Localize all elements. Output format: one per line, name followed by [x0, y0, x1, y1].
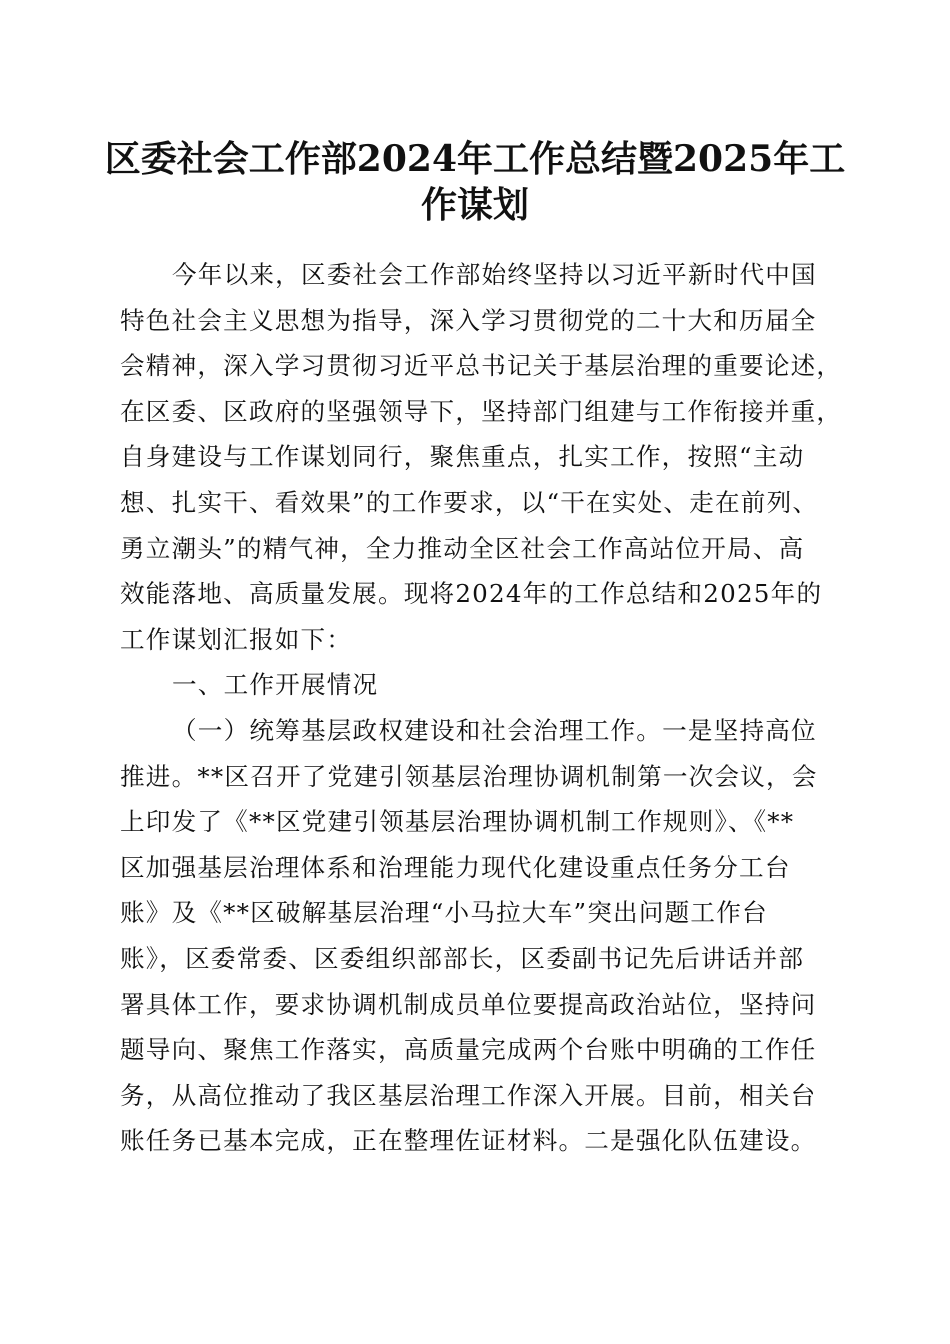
intro-line: 勇立潮头”的精气神，全力推动全区社会工作高站位开局、高	[120, 533, 805, 563]
section1-line: 账》，区委常委、区委组织部部长，区委副书记先后讲话并部	[120, 943, 805, 973]
intro-line: 在区委、区政府的坚强领导下，坚持部门组建与工作衔接并重，	[120, 396, 843, 426]
section1-line: 署具体工作，要求协调机制成员单位要提高政治站位，坚持问	[120, 989, 817, 1019]
section1-line: （一）统筹基层政权建设和社会治理工作。一是坚持高位	[172, 715, 817, 745]
section1-line: 务，从高位推动了我区基层治理工作深入开展。目前，相关台	[120, 1080, 817, 1110]
section1-line: 推进。**区召开了党建引领基层治理协调机制第一次会议，会	[120, 761, 818, 791]
section1-line: 题导向、聚焦工作落实，高质量完成两个台账中明确的工作任	[120, 1035, 817, 1065]
section1-line: 账任务已基本完成，正在整理佐证材料。二是强化队伍建设。	[120, 1126, 817, 1156]
document-body	[120, 252, 843, 1164]
intro-line: 今年以来，区委社会工作部始终坚持以习近平新时代中国	[172, 260, 817, 289]
intro-line: 自身建设与工作谋划同行，聚焦重点，扎实工作，按照“主动	[120, 442, 805, 472]
intro-line: 特色社会主义思想为指导，深入学习贯彻党的二十大和历届全	[120, 305, 817, 335]
intro-line: 工作谋划汇报如下：	[120, 624, 353, 654]
title-line-2: 作谋划	[420, 184, 529, 226]
intro-line: 会精神，深入学习贯彻习近平总书记关于基层治理的重要论述，	[120, 351, 843, 381]
title-line-1: 区委社会工作部2024年工作总结暨2025年工	[104, 138, 846, 180]
intro-line: 想、扎实干、看效果”的工作要求，以“干在实处、走在前列、	[120, 487, 819, 517]
section1-line: 上印发了《**区党建引领基层治理协调机制工作规则》、《**	[120, 807, 795, 837]
section1-line: 账》及《**区破解基层治理“小马拉大车”突出问题工作台	[120, 898, 768, 928]
section1-line: 区加强基层治理体系和治理能力现代化建设重点任务分工台	[120, 852, 791, 882]
document-title	[100, 136, 850, 228]
intro-line: 效能落地、高质量发展。现将2024年的工作总结和2025年的	[120, 579, 823, 609]
section-heading: 一、工作开展情况	[172, 670, 379, 700]
